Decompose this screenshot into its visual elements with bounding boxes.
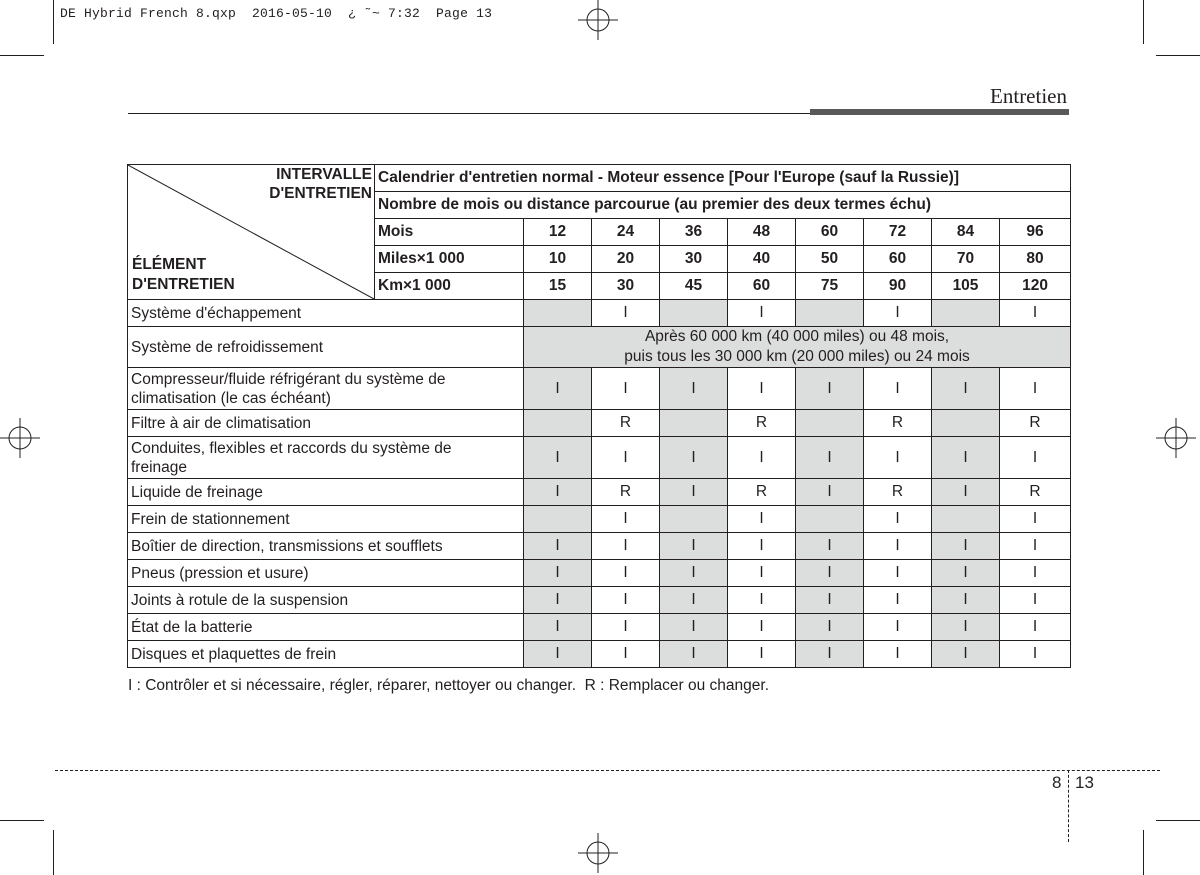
interval-header-value: 10 bbox=[524, 246, 592, 273]
schedule-cell: I bbox=[592, 533, 660, 560]
schedule-cell: I bbox=[524, 437, 592, 479]
crop-mark bbox=[53, 0, 54, 44]
schedule-cell: I bbox=[932, 560, 1000, 587]
maintenance-item-line: Système de refroidissement bbox=[131, 338, 324, 356]
print-file-header: DE Hybrid French 8.qxp 2016-05-10 ¿ ˜~ 7:32 Page 13 bbox=[60, 6, 493, 21]
schedule-cell: I bbox=[932, 641, 1000, 668]
maintenance-item bbox=[128, 533, 524, 560]
maintenance-item-line: Frein de stationnement bbox=[131, 510, 290, 528]
maintenance-item bbox=[128, 614, 524, 641]
registration-mark-icon bbox=[578, 833, 618, 873]
schedule-cell: I bbox=[660, 479, 728, 506]
schedule-cell bbox=[524, 410, 592, 437]
table-row bbox=[128, 327, 1071, 368]
crop-mark bbox=[53, 830, 54, 875]
interval-header-value: 12 bbox=[524, 219, 592, 246]
page-number: 13 bbox=[1075, 773, 1094, 792]
title-rule bbox=[128, 113, 810, 114]
schedule-cell bbox=[796, 410, 864, 437]
maintenance-item bbox=[128, 641, 524, 668]
interval-header-value: 60 bbox=[796, 219, 864, 246]
maintenance-item-line: climatisation (le cas échéant) bbox=[131, 389, 331, 407]
schedule-cell: I bbox=[592, 614, 660, 641]
schedule-cell: R bbox=[592, 479, 660, 506]
element-label-line: ÉLÉMENT bbox=[132, 256, 207, 273]
maintenance-item-line: Liquide de freinage bbox=[131, 483, 263, 501]
table-row bbox=[128, 533, 1071, 560]
schedule-cell: I bbox=[932, 479, 1000, 506]
interval-header-value: 48 bbox=[728, 219, 796, 246]
schedule-cell bbox=[660, 300, 728, 327]
footer-rule bbox=[55, 770, 1160, 771]
interval-label-line: INTERVALLE bbox=[276, 166, 372, 183]
maintenance-item-line: Boîtier de direction, transmissions et soufflets bbox=[131, 537, 443, 555]
crop-mark bbox=[1143, 830, 1144, 875]
table-row bbox=[128, 437, 1071, 479]
element-label bbox=[132, 255, 235, 295]
interval-header-value: 60 bbox=[728, 273, 796, 300]
interval-header-value: 96 bbox=[1000, 219, 1071, 246]
schedule-cell bbox=[796, 300, 864, 327]
maintenance-item-line: Système d'échappement bbox=[131, 304, 302, 322]
schedule-cell bbox=[524, 506, 592, 533]
interval-header-value: 30 bbox=[592, 273, 660, 300]
interval-note-line: Après 60 000 km (40 000 miles) ou 48 mois, bbox=[644, 328, 950, 345]
schedule-cell: I bbox=[728, 437, 796, 479]
schedule-cell: I bbox=[728, 368, 796, 410]
schedule-cell: I bbox=[864, 560, 932, 587]
interval-header-label: Km×1 000 bbox=[375, 273, 524, 300]
schedule-cell bbox=[932, 506, 1000, 533]
table-row bbox=[128, 506, 1071, 533]
schedule-subtitle: Nombre de mois ou distance parcourue (au premier des deux termes échu) bbox=[375, 192, 1071, 219]
schedule-cell: I bbox=[592, 641, 660, 668]
interval-header-value: 90 bbox=[864, 273, 932, 300]
interval-header-value: 50 bbox=[796, 246, 864, 273]
schedule-title: Calendrier d'entretien normal - Moteur essence [Pour l'Europe (sauf la Russie)] bbox=[375, 165, 1071, 192]
schedule-cell: I bbox=[524, 560, 592, 587]
schedule-cell: I bbox=[1000, 614, 1071, 641]
schedule-cell: I bbox=[864, 641, 932, 668]
schedule-cell: R bbox=[1000, 479, 1071, 506]
schedule-cell: I bbox=[592, 300, 660, 327]
interval-header-value: 70 bbox=[932, 246, 1000, 273]
interval-header-value: 20 bbox=[592, 246, 660, 273]
schedule-cell: I bbox=[864, 300, 932, 327]
schedule-cell: I bbox=[728, 560, 796, 587]
maintenance-item-line: Disques et plaquettes de frein bbox=[131, 645, 337, 663]
table-row bbox=[128, 641, 1071, 668]
schedule-cell: I bbox=[932, 614, 1000, 641]
schedule-cell: I bbox=[728, 614, 796, 641]
schedule-cell: I bbox=[660, 614, 728, 641]
schedule-cell: I bbox=[1000, 368, 1071, 410]
schedule-cell: I bbox=[932, 437, 1000, 479]
schedule-cell: I bbox=[864, 587, 932, 614]
maintenance-schedule-table bbox=[127, 164, 1071, 668]
interval-header-value: 30 bbox=[660, 246, 728, 273]
element-label-line: D'ENTRETIEN bbox=[132, 276, 235, 293]
schedule-cell: I bbox=[1000, 506, 1071, 533]
maintenance-item bbox=[128, 368, 524, 410]
schedule-cell: I bbox=[524, 533, 592, 560]
schedule-cell: I bbox=[728, 533, 796, 560]
schedule-cell: R bbox=[864, 479, 932, 506]
schedule-cell: I bbox=[660, 641, 728, 668]
schedule-cell bbox=[796, 506, 864, 533]
schedule-cell: I bbox=[932, 368, 1000, 410]
schedule-cell: I bbox=[1000, 587, 1071, 614]
interval-note-line: puis tous les 30 000 km (20 000 miles) ou 24 mois bbox=[624, 348, 970, 365]
schedule-cell bbox=[524, 300, 592, 327]
interval-note-cell bbox=[524, 327, 1071, 368]
registration-mark-icon bbox=[578, 0, 618, 40]
registration-mark-icon bbox=[1156, 418, 1196, 458]
interval-header-value: 84 bbox=[932, 219, 1000, 246]
table-row bbox=[128, 614, 1071, 641]
interval-header-value: 60 bbox=[864, 246, 932, 273]
schedule-cell: I bbox=[660, 587, 728, 614]
interval-header-value: 105 bbox=[932, 273, 1000, 300]
interval-header-value: 80 bbox=[1000, 246, 1071, 273]
schedule-cell: I bbox=[796, 368, 864, 410]
table-row bbox=[128, 560, 1071, 587]
schedule-cell: R bbox=[1000, 410, 1071, 437]
maintenance-item bbox=[128, 560, 524, 587]
crop-mark bbox=[1143, 0, 1144, 44]
schedule-cell: I bbox=[864, 368, 932, 410]
schedule-cell: I bbox=[660, 560, 728, 587]
maintenance-item-line: Compresseur/fluide réfrigérant du système de bbox=[131, 370, 446, 388]
crop-mark bbox=[1156, 820, 1200, 821]
section-title: Entretien bbox=[990, 84, 1067, 108]
schedule-cell: I bbox=[660, 437, 728, 479]
chapter-number: 8 bbox=[1052, 773, 1062, 792]
schedule-cell bbox=[932, 410, 1000, 437]
maintenance-item-line: Joints à rotule de la suspension bbox=[131, 591, 349, 609]
interval-label bbox=[269, 165, 372, 203]
schedule-cell: I bbox=[796, 437, 864, 479]
table-row bbox=[128, 368, 1071, 410]
schedule-cell: I bbox=[524, 479, 592, 506]
schedule-cell: I bbox=[864, 506, 932, 533]
schedule-cell: I bbox=[524, 587, 592, 614]
table-row bbox=[128, 410, 1071, 437]
maintenance-item bbox=[128, 327, 524, 368]
schedule-cell: I bbox=[796, 587, 864, 614]
schedule-cell: I bbox=[660, 533, 728, 560]
schedule-cell: I bbox=[796, 641, 864, 668]
maintenance-item bbox=[128, 300, 524, 327]
interval-label-line: D'ENTRETIEN bbox=[269, 185, 372, 202]
schedule-cell: I bbox=[1000, 300, 1071, 327]
table-row bbox=[128, 587, 1071, 614]
schedule-cell: I bbox=[864, 614, 932, 641]
interval-header-value: 120 bbox=[1000, 273, 1071, 300]
schedule-cell: I bbox=[932, 587, 1000, 614]
crop-mark bbox=[0, 820, 44, 821]
interval-header-value: 72 bbox=[864, 219, 932, 246]
legend-note: I : Contrôler et si nécessaire, régler, réparer, nettoyer ou changer. R : Remplacer ou changer. bbox=[128, 677, 770, 694]
schedule-cell: R bbox=[728, 479, 796, 506]
maintenance-item bbox=[128, 437, 524, 479]
schedule-cell: I bbox=[932, 533, 1000, 560]
schedule-cell: I bbox=[592, 368, 660, 410]
maintenance-item-line: État de la batterie bbox=[131, 618, 253, 636]
schedule-cell: I bbox=[592, 437, 660, 479]
schedule-cell: I bbox=[796, 614, 864, 641]
maintenance-item bbox=[128, 410, 524, 437]
schedule-cell: I bbox=[864, 533, 932, 560]
schedule-cell: I bbox=[728, 587, 796, 614]
corner-header-cell bbox=[128, 165, 375, 300]
schedule-cell: I bbox=[592, 587, 660, 614]
crop-mark bbox=[1156, 55, 1200, 56]
schedule-cell: I bbox=[796, 479, 864, 506]
maintenance-item-line: Pneus (pression et usure) bbox=[131, 564, 309, 582]
schedule-cell: I bbox=[1000, 437, 1071, 479]
maintenance-item-line: Conduites, flexibles et raccords du système de bbox=[131, 439, 452, 457]
maintenance-item bbox=[128, 587, 524, 614]
interval-header-label: Miles×1 000 bbox=[375, 246, 524, 273]
interval-header-value: 24 bbox=[592, 219, 660, 246]
crop-mark bbox=[0, 55, 44, 56]
schedule-cell: I bbox=[796, 560, 864, 587]
schedule-cell: I bbox=[1000, 560, 1071, 587]
schedule-cell: I bbox=[1000, 533, 1071, 560]
maintenance-item bbox=[128, 479, 524, 506]
maintenance-item bbox=[128, 506, 524, 533]
schedule-cell: R bbox=[864, 410, 932, 437]
schedule-cell: I bbox=[796, 533, 864, 560]
schedule-cell: I bbox=[592, 506, 660, 533]
title-bar bbox=[810, 109, 1069, 115]
schedule-cell: R bbox=[592, 410, 660, 437]
interval-header-value: 75 bbox=[796, 273, 864, 300]
schedule-cell bbox=[660, 410, 728, 437]
schedule-cell: I bbox=[728, 300, 796, 327]
schedule-cell bbox=[932, 300, 1000, 327]
interval-header-value: 40 bbox=[728, 246, 796, 273]
page-number-separator bbox=[1068, 770, 1069, 842]
schedule-cell: I bbox=[864, 437, 932, 479]
table-row bbox=[128, 479, 1071, 506]
interval-header-value: 36 bbox=[660, 219, 728, 246]
maintenance-item-line: freinage bbox=[131, 458, 188, 476]
schedule-cell: I bbox=[524, 368, 592, 410]
table-row bbox=[128, 300, 1071, 327]
interval-header-value: 15 bbox=[524, 273, 592, 300]
registration-mark-icon bbox=[0, 418, 40, 458]
schedule-cell: I bbox=[728, 506, 796, 533]
schedule-cell: I bbox=[728, 641, 796, 668]
interval-header-value: 45 bbox=[660, 273, 728, 300]
schedule-cell: I bbox=[592, 560, 660, 587]
schedule-cell: R bbox=[728, 410, 796, 437]
interval-header-label: Mois bbox=[375, 219, 524, 246]
schedule-cell bbox=[660, 506, 728, 533]
schedule-cell: I bbox=[1000, 641, 1071, 668]
maintenance-item-line: Filtre à air de climatisation bbox=[131, 414, 312, 432]
schedule-cell: I bbox=[524, 614, 592, 641]
schedule-cell: I bbox=[524, 641, 592, 668]
schedule-cell: I bbox=[660, 368, 728, 410]
